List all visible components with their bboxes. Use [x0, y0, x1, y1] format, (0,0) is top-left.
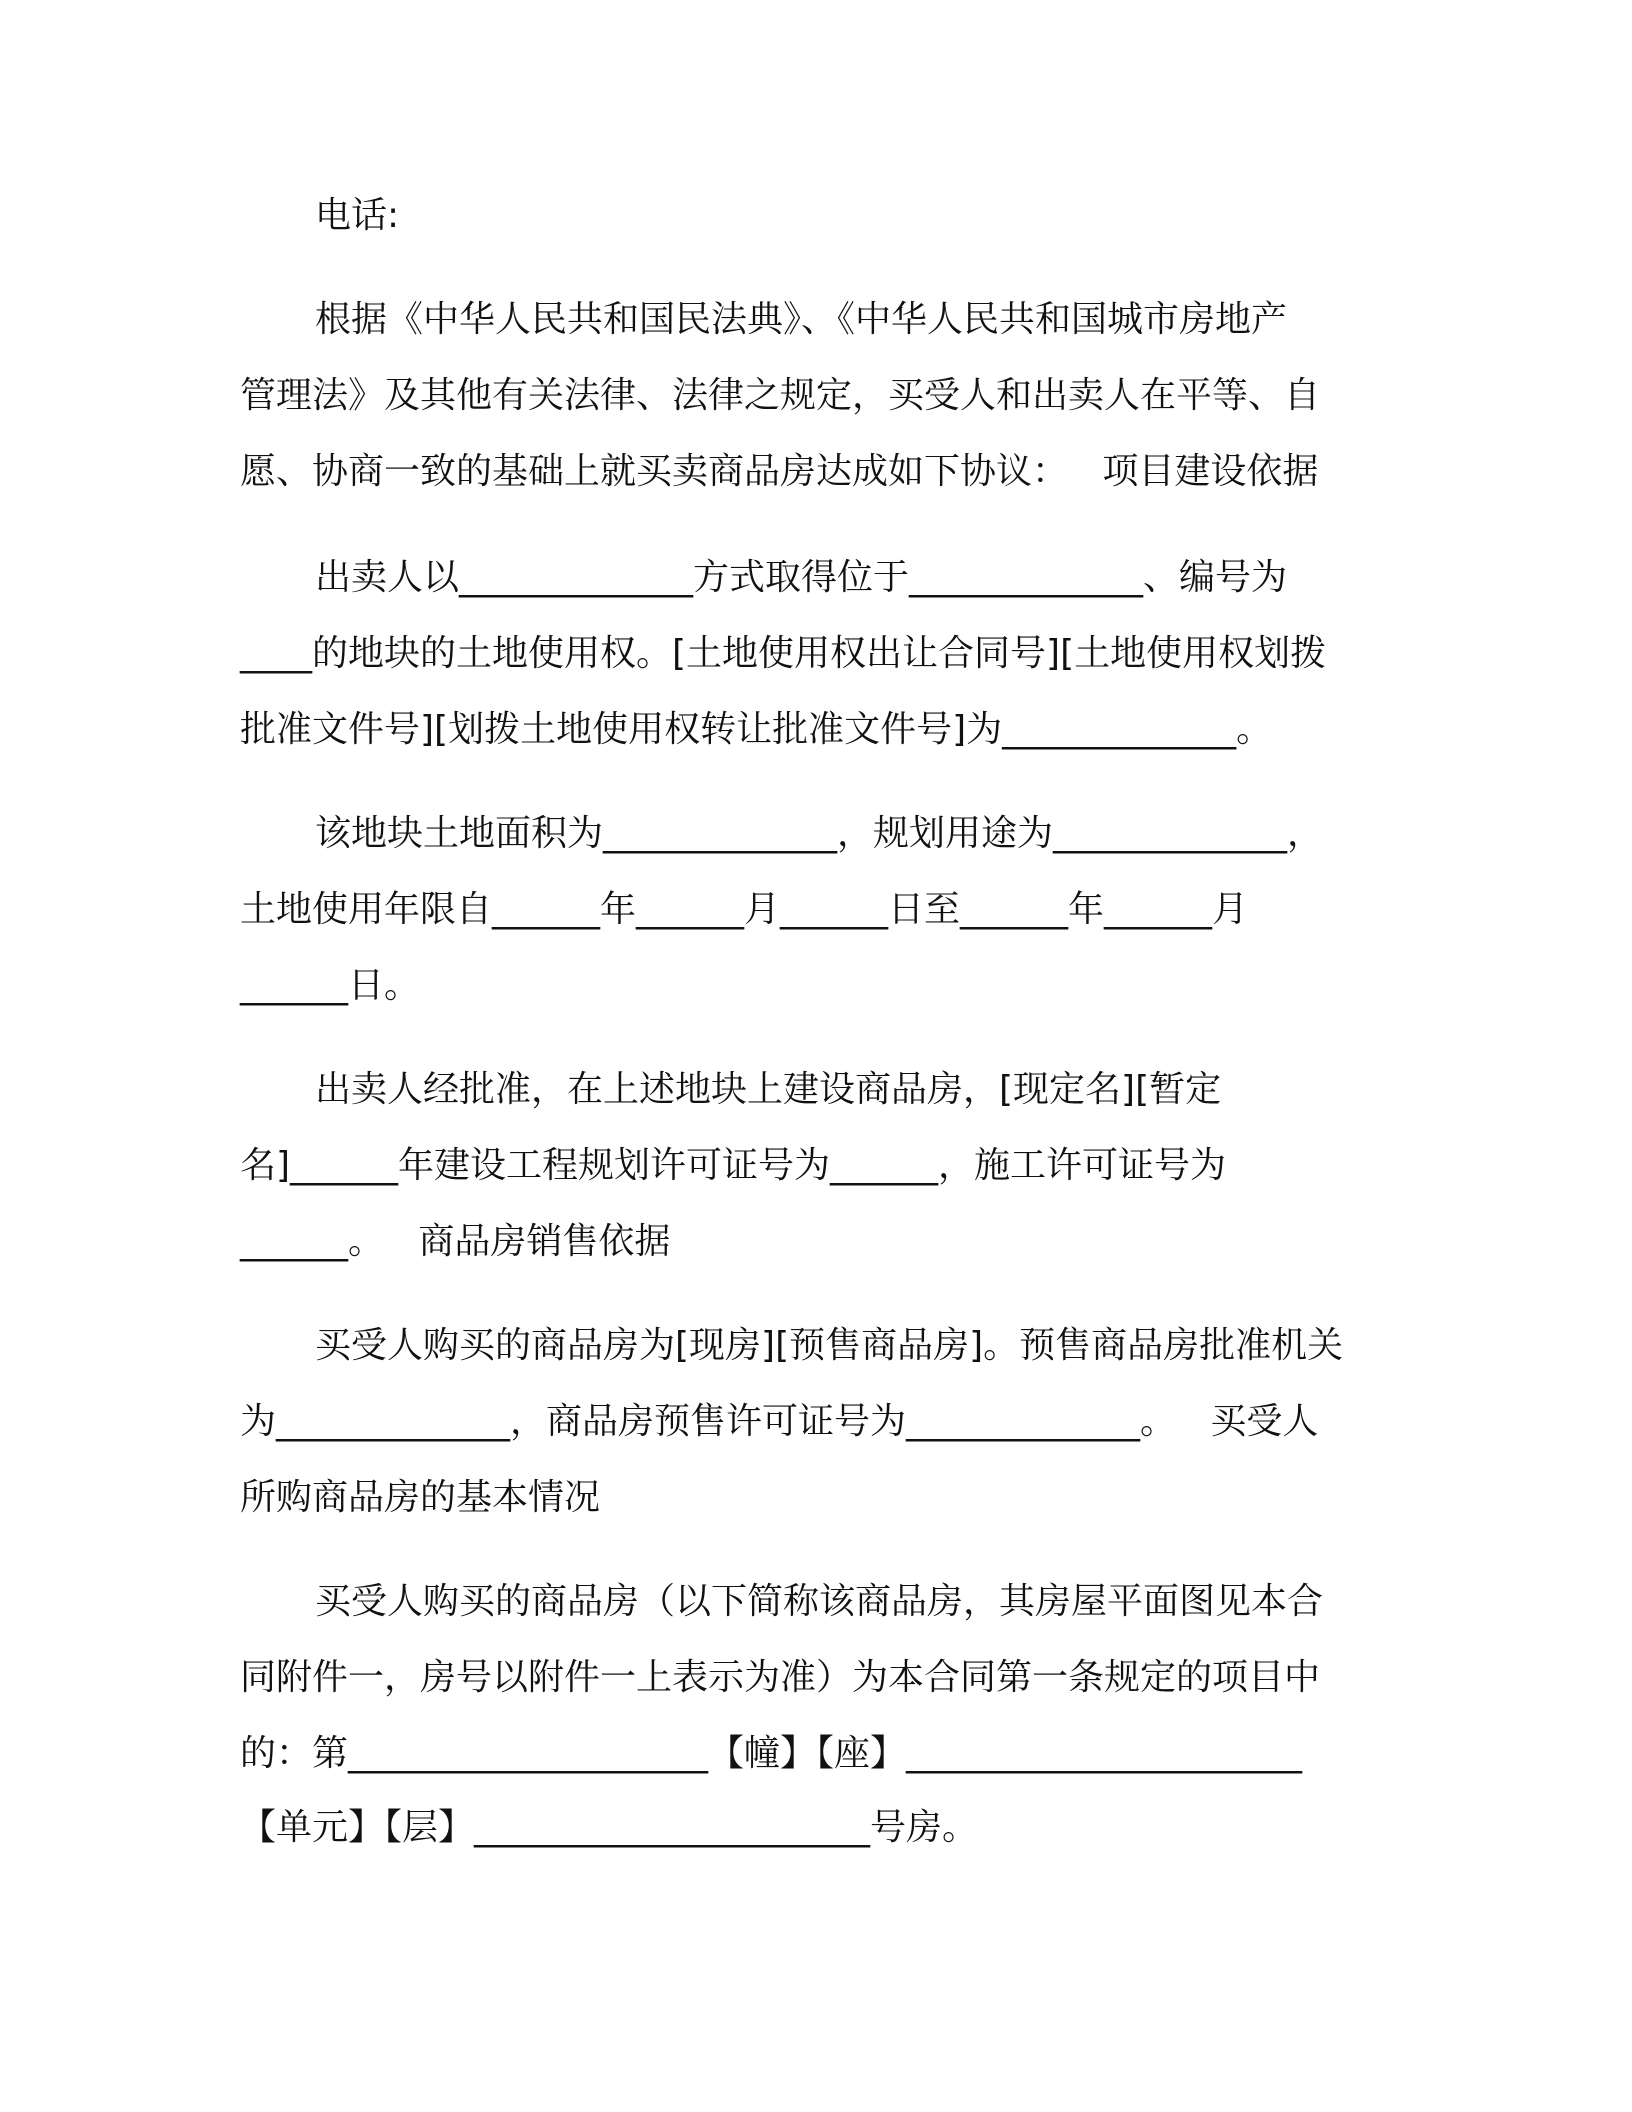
- phone-line: 电话:: [315, 195, 400, 236]
- paragraph-3-line-2: 土地使用年限自______年______月______日至______年______月: [240, 889, 1249, 930]
- paragraph-5-line-1: 买受人购买的商品房为[现房][预售商品房]。预售商品房批准机关: [315, 1325, 1344, 1366]
- paragraph-2-line-2: ____的地块的土地使用权。[土地使用权出让合同号][土地使用权划拨: [240, 633, 1327, 674]
- paragraph-1-line-3: 愿、协商一致的基础上就买卖商品房达成如下协议： 项目建设依据: [240, 451, 1319, 492]
- paragraph-6-line-3: 的：第____________________【幢】【座】______________________: [240, 1733, 1303, 1774]
- paragraph-4-line-2: 名]______年建设工程规划许可证号为______，施工许可证号为: [240, 1145, 1227, 1186]
- paragraph-1-line-2: 管理法》及其他有关法律、法律之规定，买受人和出卖人在平等、自: [240, 375, 1321, 416]
- paragraph-2-line-1: 出卖人以_____________方式取得位于_____________、编号为: [315, 557, 1288, 598]
- paragraph-3-line-3: ______日。: [240, 965, 421, 1006]
- paragraph-2-line-3: 批准文件号][划拨土地使用权转让批准文件号]为_____________。: [240, 709, 1273, 750]
- paragraph-1-line-1: 根据《中华人民共和国民法典》、《中华人民共和国城市房地产: [315, 299, 1288, 340]
- paragraph-6-line-4: 【单元】【层】______________________号房。: [240, 1807, 979, 1848]
- paragraph-4-line-1: 出卖人经批准，在上述地块上建设商品房，[现定名][暂定: [315, 1069, 1222, 1110]
- paragraph-6-line-1: 买受人购买的商品房（以下简称该商品房，其房屋平面图见本合: [315, 1581, 1324, 1622]
- paragraph-6-line-2: 同附件一，房号以附件一上表示为准）为本合同第一条规定的项目中: [240, 1657, 1321, 1698]
- paragraph-4-line-3: ______。 商品房销售依据: [240, 1221, 671, 1262]
- paragraph-5-line-3: 所购商品房的基本情况: [240, 1477, 601, 1518]
- paragraph-3-line-1: 该地块土地面积为_____________，规划用途为_____________，: [315, 813, 1324, 854]
- paragraph-5-line-2: 为_____________，商品房预售许可证号为_____________。 买受人: [240, 1401, 1319, 1442]
